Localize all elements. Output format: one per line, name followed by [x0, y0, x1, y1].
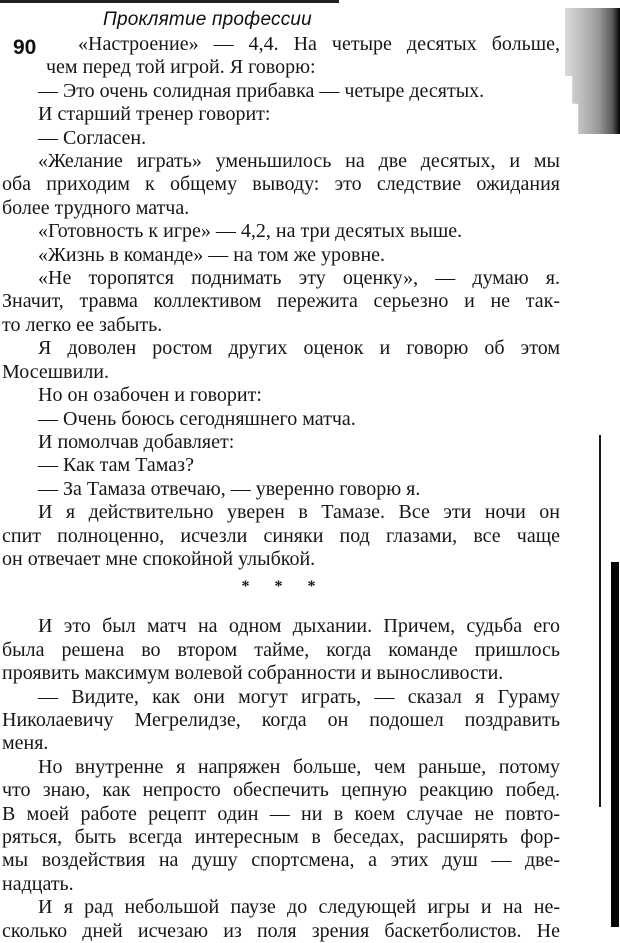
- text-line: была решена во втором тайме, когда команде пришлось: [2, 638, 560, 661]
- text-line: — Очень боюсь сегодняшнего матча.: [38, 407, 356, 430]
- text-line: Значит, травма коллективом пережита серьезно и не так-: [2, 290, 560, 313]
- text-line: мы воздействия на душу спортсмена, а этих душ — две-: [2, 849, 560, 872]
- text-line: «Не торопятся поднимать эту оценку», — думаю я.: [38, 267, 560, 290]
- scan-artifact-thin-line: [599, 435, 601, 807]
- text-line: более трудного матча.: [2, 196, 190, 219]
- text-line: — За Тамаза отвечаю, — уверенно говорю я.: [38, 477, 421, 500]
- text-line: то легко ее забыть.: [2, 313, 163, 336]
- text-line: Но он озабочен и говорит:: [38, 384, 262, 407]
- page-number: 90: [13, 36, 37, 59]
- text-line: И я действительно уверен в Тамазе. Все эти ночи он: [38, 501, 560, 524]
- text-line: Николаевичу Мегрелидзе, когда он подошел поздравить: [2, 708, 560, 731]
- text-line: — Это очень солидная прибавка — четыре десятых.: [38, 79, 485, 102]
- text-line: ряться, быть всегда интересным в беседах, расширять фор-: [2, 826, 560, 848]
- text-line: «Готовность к игре» — 4,2, на три десятых выше.: [38, 220, 463, 243]
- text-column: [2, 33, 560, 943]
- text-line: Но внутренне я напряжен больше, чем раньше, потому: [38, 755, 560, 778]
- text-line: он отвечает мне спокойной улыбкой.: [2, 547, 316, 570]
- text-line: проявить максимум волевой собранности и выносливости.: [2, 662, 504, 685]
- running-header: Проклятие профессии: [103, 9, 312, 30]
- text-line: «Желание играть» уменьшилось на две десятых, и мы: [38, 150, 560, 173]
- text-line: чем перед той игрой. Я говорю:: [46, 56, 316, 79]
- top-rule: [0, 0, 339, 3]
- text-line: что знаю, как непросто обеспечить цепную реакцию побед.: [2, 779, 560, 802]
- text-line: «Жизнь в команде» — на том же уровне.: [38, 243, 386, 266]
- scan-artifact-black-bar: [611, 562, 619, 927]
- text-line: — Видите, как они могут играть, — сказал я Гураму: [38, 685, 560, 708]
- text-line: оба приходим к общему выводу: это следствие ожидания: [2, 173, 560, 196]
- text-line: И помолчав добавляет:: [38, 430, 235, 453]
- text-line: Мосешвили.: [2, 360, 110, 383]
- text-line: сколько дней исчезаю из поля зрения баскетболистов. Не: [2, 919, 560, 942]
- text-line: — Согласен.: [38, 126, 147, 149]
- text-line: спит полноценно, исчезли синяки под глазами, все чаще: [2, 524, 560, 547]
- text-line: — Как там Тамаз?: [38, 454, 194, 477]
- scan-artifact-corner-shadow: [565, 8, 620, 134]
- text-line: И старший тренер говорит:: [38, 103, 271, 126]
- text-line: «Настроение» — 4,4. На четыре десятых больше,: [78, 33, 560, 55]
- text-line: надцать.: [2, 872, 74, 895]
- text-line: И я рад небольшой паузе до следующей игры и на не-: [38, 896, 560, 919]
- section-separator: * * *: [241, 578, 321, 596]
- text-line: меня.: [2, 732, 49, 755]
- text-line: И это был матч на одном дыхании. Причем, судьба его: [38, 615, 560, 638]
- text-line: В моей работе рецепт один — ни в коем случае не повто-: [2, 802, 560, 825]
- text-line: Я доволен ростом других оценок и говорю об этом: [38, 337, 560, 360]
